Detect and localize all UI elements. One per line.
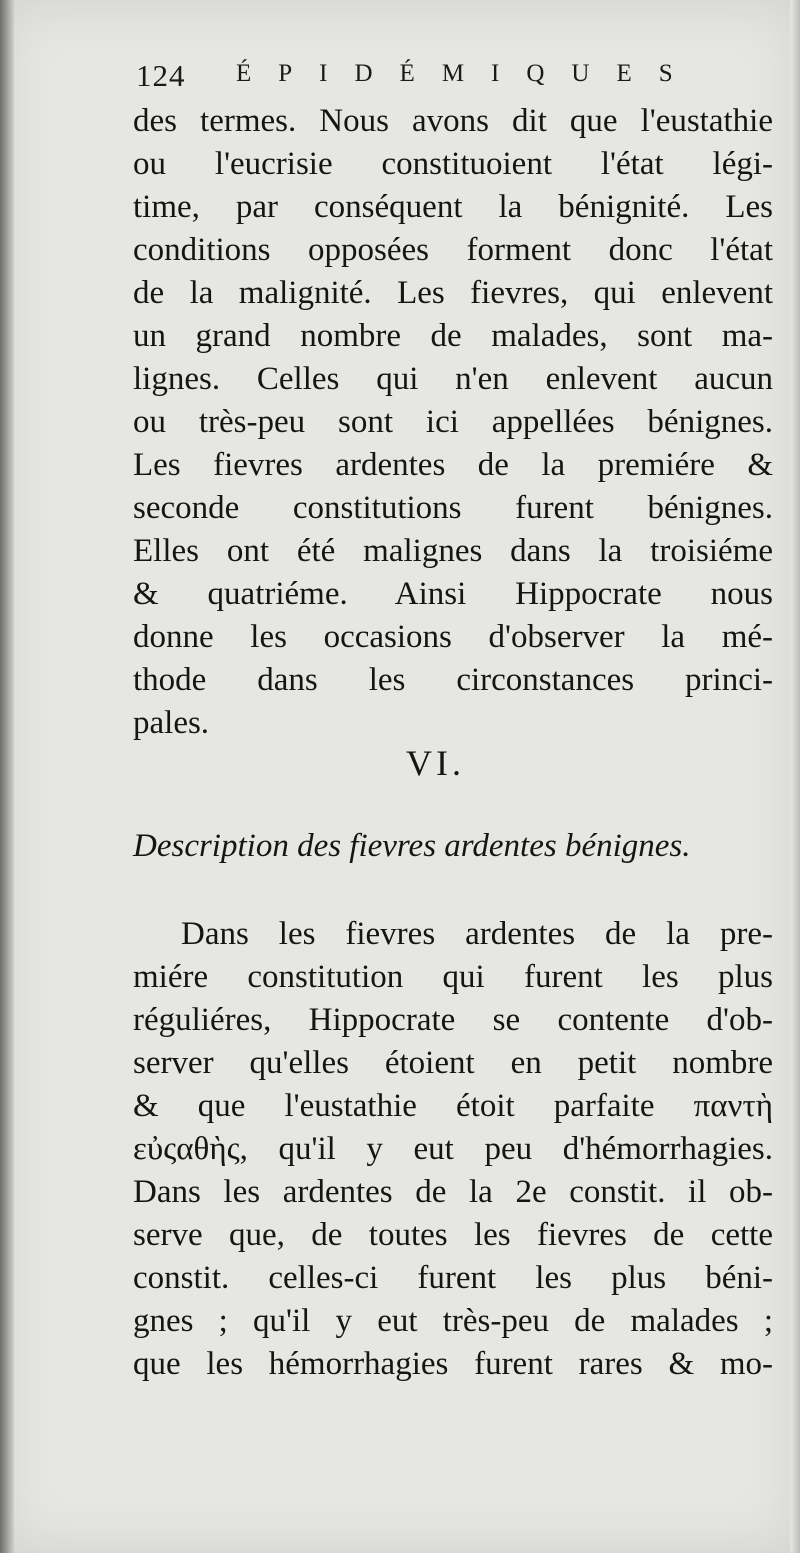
paragraph-2: [133, 913, 773, 1386]
text-line: constit. celles-ci furent les plus béni-: [133, 1260, 773, 1296]
text-line: réguliéres, Hippocrate se contente d'ob-: [133, 1002, 773, 1038]
page-number: 124: [136, 58, 186, 93]
text-line: donne les occasions d'observer la mé-: [133, 619, 773, 655]
text-line: un grand nombre de malades, sont ma-: [133, 318, 773, 354]
text-line: que les hémorrhagies furent rares & mo-: [133, 1346, 773, 1382]
text-line: de la malignité. Les fievres, qui enlevent: [133, 275, 773, 311]
text-line: time, par conséquent la bénignité. Les: [133, 189, 773, 225]
text-line: εὐςαθὴς, qu'il y eut peu d'hémorrhagies.: [133, 1131, 773, 1167]
running-head: [136, 58, 700, 98]
text-line: conditions opposées forment donc l'état: [133, 232, 773, 268]
text-line: lignes. Celles qui n'en enlevent aucun: [133, 361, 773, 397]
section-title: Description des fievres ardentes bénignes.: [133, 828, 691, 864]
text-line: ou l'eucrisie constituoient l'état légi-: [133, 146, 773, 182]
text-line: Dans les fievres ardentes de la pre-: [181, 916, 773, 952]
text-line: ou très-peu sont ici appellées bénignes.: [133, 404, 773, 440]
page-edge: [790, 0, 800, 1553]
text-line: & que l'eustathie étoit parfaite παντὴ: [133, 1088, 773, 1124]
text-line: thode dans les circonstances princi-: [133, 662, 773, 698]
text-line: & quatriéme. Ainsi Hippocrate nous: [133, 576, 773, 612]
text-line: pales.: [133, 705, 210, 741]
page-gutter-shadow: [0, 0, 14, 1553]
text-line: gnes ; qu'il y eut très-peu de malades ;: [133, 1303, 773, 1339]
text-line: miére constitution qui furent les plus: [133, 959, 773, 995]
text-line: Dans les ardentes de la 2e constit. il ob-: [133, 1174, 773, 1210]
text-line: des termes. Nous avons dit que l'eustathie: [133, 103, 773, 139]
paragraph-1: [133, 100, 773, 745]
section-number: VI.: [406, 743, 465, 783]
text-line: Les fievres ardentes de la premiére &: [133, 447, 773, 483]
text-line: seconde constitutions furent bénignes.: [133, 490, 773, 526]
text-line: serve que, de toutes les fievres de cette: [133, 1217, 773, 1253]
text-line: Elles ont été malignes dans la troisiéme: [133, 533, 773, 569]
running-title: ÉPIDÉMIQUES: [236, 60, 700, 87]
text-line: server qu'elles étoient en petit nombre: [133, 1045, 773, 1081]
